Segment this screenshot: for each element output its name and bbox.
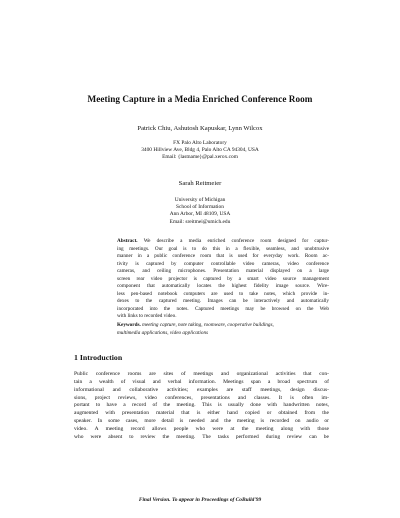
- keywords-text: meeting capture, note taking, roomware, cooperative buildings,: [140, 322, 274, 328]
- abstract-line: dexes to the captured meeting. Images can be interactively and automatically: [117, 298, 329, 305]
- affiliation-org: FX Palo Alto Laboratory: [173, 140, 227, 146]
- abstract-line: Abstract. We describe a media enriched conference room designed for captur-: [117, 238, 329, 244]
- affiliation-email: Email: {lastname}@pal.xerox.com: [162, 154, 238, 161]
- abstract: [117, 238, 329, 321]
- body-line: who were absent to review the meeting. The tasks performed during review can be: [74, 433, 329, 440]
- abstract-line: manner in a public conference room that is used for everyday work. Room ac-: [117, 253, 329, 260]
- keywords-label: Keywords.: [117, 322, 141, 328]
- footer-note: Final Version. To appear in Proceedings of CoBuild'99: [138, 497, 262, 503]
- author-list: Patrick Chiu, Ashutosh Kapuskar, Lynn Wilcox: [137, 125, 263, 132]
- body-line: augmented with presentation material that is either hand copied or obtained from the: [74, 410, 329, 417]
- paper-title: Meeting Capture in a Media Enriched Conference Room: [87, 94, 313, 104]
- abstract-line: less pen-based notebook computers are used to take notes, which provide in-: [117, 290, 329, 297]
- affiliation-fxpal: [0, 140, 400, 162]
- abstract-line: screen rear video projector is captured by a smart video source management: [117, 275, 329, 282]
- keywords-text-2: multimedia applications, video applications: [117, 329, 209, 336]
- affiliation-email-2: Email: sreitmei@umich.edu: [169, 218, 231, 225]
- body-line: tain a wealth of visual and verbal information. Meetings span a broad spectrum of: [74, 378, 329, 385]
- body-line: Public conference rooms are sites of meetings and organizational activities that con-: [74, 371, 329, 377]
- abstract-line: tivity is captured by computer controllable video cameras, video conference: [117, 260, 329, 267]
- body-line: portant to have a record of the meeting. This is usually done with handwritten notes,: [74, 402, 329, 409]
- keywords: [117, 322, 329, 337]
- body-line: video. A meeting record allows people who were at the meeting along with those: [74, 425, 329, 432]
- abstract-line: ing meetings. Our goal is to do this in a flexible, seamless, and unobtrusive: [117, 245, 329, 252]
- abstract-line: with links to recorded video.: [117, 313, 177, 320]
- body-line: speaker. In some cases, more detail is needed and the meeting is recorded on audio or: [74, 418, 329, 425]
- section-body: [74, 371, 329, 442]
- section-heading: 1 Introduction: [74, 353, 123, 362]
- abstract-line: component that automatically locates the highest fidelity image source. Wire-: [117, 283, 329, 290]
- body-line: informational and collaborative activities; examples are staff meetings, design discus-: [74, 386, 329, 393]
- abstract-label: Abstract.: [117, 238, 138, 244]
- abstract-line: incorporated into the notes. Captured meetings may be browsed on the Web: [117, 305, 329, 312]
- affiliation-umich: [0, 197, 400, 226]
- body-line: sions, project reviews, video conferences, presentations and classes. It is often im-: [74, 394, 329, 401]
- affiliation-address: 3400 Hillview Ave, Bldg 4, Palo Alto CA 94304, USA: [141, 147, 259, 154]
- abstract-line: cameras, and ceiling microphones. Presentation material displayed on a large: [117, 268, 329, 275]
- affiliation-university: University of Michigan: [174, 197, 226, 203]
- second-author: Sarah Reitmeier: [178, 180, 222, 187]
- affiliation-address-2: Ann Arbor, MI 48109, USA: [169, 211, 231, 218]
- affiliation-school: School of Information: [176, 204, 224, 211]
